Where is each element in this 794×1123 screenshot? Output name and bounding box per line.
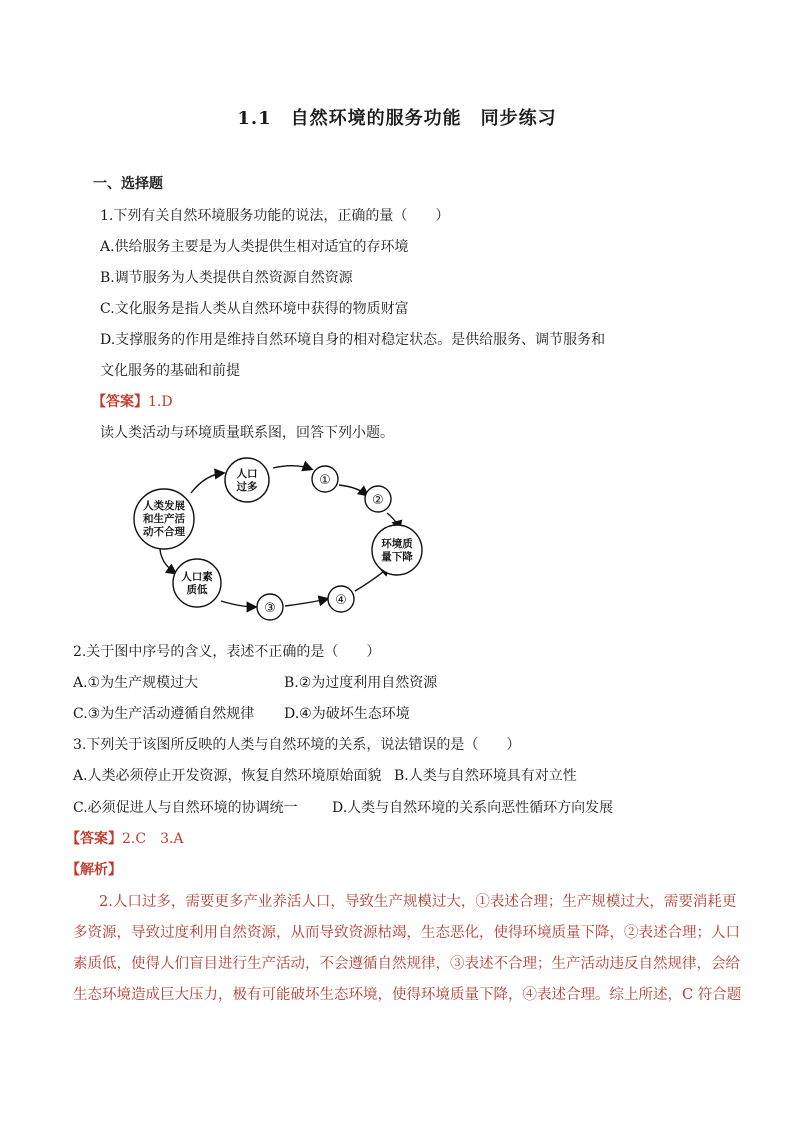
arrow-lower-to-n3: [221, 601, 255, 607]
node-2-label: ②: [372, 493, 384, 508]
arrow-n1-to-n2: [339, 485, 367, 495]
node-overpopulation-line1: 人口: [236, 468, 258, 480]
arrow-start-to-lower: [160, 549, 175, 573]
question-3-option-d: D.人类与自然环境的关系向恶性循环方向发展: [332, 800, 614, 816]
question-2-stem: 2.关于图中序号的含义，表述不正确的是（ ）: [73, 644, 381, 660]
node-environment-decline-line1: 环境质: [381, 538, 413, 550]
human-environment-diagram: [125, 455, 435, 625]
answer-2-3: [66, 829, 184, 849]
question-1-option-d: D.支撑服务的作用是维持自然环境自身的相对稳定状态。是供给服务、调节服务和: [100, 332, 606, 348]
answer-1-value: 1.D: [148, 394, 173, 410]
answer-1: [92, 392, 173, 412]
question-3-option-c: C.必须促进人与自然环境的协调统一: [73, 800, 298, 816]
question-1-option-a: A.供给服务主要是为人类提供生相对适宜的存环境: [100, 239, 409, 255]
analysis-line-1: 2.人口过多，需要更多产业养活人口，导致生产规模过大，①表述合理；生产规模过大，需要消耗更: [99, 894, 737, 910]
analysis-line-3: 素质低，使得人们盲目进行生产活动，不会遵循自然规律，③表述不合理；生产活动违反自然规律，会给: [73, 956, 740, 972]
node-overpopulation: [225, 458, 269, 502]
diagram-intro: 读人类活动与环境质量联系图，回答下列小题。: [100, 425, 394, 441]
node-human-activity-line3: 动不合理: [143, 526, 185, 538]
node-low-quality-line1: 人口素: [181, 571, 213, 583]
question-1-option-d-cont: 文化服务的基础和前提: [100, 363, 240, 379]
node-low-quality: [173, 559, 221, 607]
analysis-tag: 【解析】: [66, 862, 122, 878]
question-1-stem: 1.下列有关自然环境服务功能的说法，正确的量（ ）: [100, 208, 450, 224]
question-2-option-c: C.③为生产活动遵循自然规律: [73, 706, 255, 722]
node-3-label: ③: [264, 601, 276, 616]
page-title: 1.1 自然环境的服务功能 同步练习: [237, 108, 557, 129]
node-4-label: ④: [335, 593, 347, 608]
question-1-option-c: C.文化服务是指人类从自然环境中获得的物质财富: [100, 301, 409, 317]
node-human-activity-line1: 人类发展: [143, 500, 185, 512]
question-3-option-a: A.人类必须停止开发资源，恢复自然环境原始面貌: [73, 768, 382, 784]
analysis-line-2: 多资源，导致过度利用自然资源，从而导致资源枯竭，生态恶化，使得环境质量下降，②表述合理；人口: [73, 925, 740, 941]
answer-2-3-value: 2.C 3.A: [122, 831, 184, 847]
node-low-quality-line2: 质低: [186, 584, 208, 596]
question-3-option-b: B.人类与自然环境具有对立性: [394, 768, 577, 784]
node-environment-decline: [372, 525, 422, 575]
arrow-upper-to-n1: [273, 466, 311, 469]
arrow-start-to-upper: [191, 473, 223, 493]
section-heading-choice: 一、选择题: [93, 176, 163, 192]
analysis-line-4: 生态环境造成巨大压力，极有可能破坏生态环境，使得环境质量下降，④表述合理。综上所述，C 符合题: [73, 987, 742, 1003]
question-2-option-a: A.①为生产规模过大: [73, 675, 199, 691]
question-2-option-b: B.②为过度利用自然资源: [284, 675, 438, 691]
node-environment-decline-line2: 量下降: [381, 551, 413, 563]
answer-1-tag: 【答案】: [92, 394, 148, 410]
question-2-option-d: D.④为破坏生态环境: [284, 706, 410, 722]
answer-2-3-tag: 【答案】: [66, 831, 122, 847]
question-1-option-b: B.调节服务为人类提供自然资源自然资源: [100, 270, 353, 286]
question-3-stem: 3.下列关于该图所反映的人类与自然环境的关系，说法错误的是（ ）: [73, 737, 521, 753]
node-human-activity-line2: 和生产活: [143, 513, 185, 525]
node-overpopulation-line2: 过多: [236, 481, 258, 493]
arrow-n3-to-n4: [285, 599, 327, 606]
node-1-label: ①: [319, 473, 331, 488]
